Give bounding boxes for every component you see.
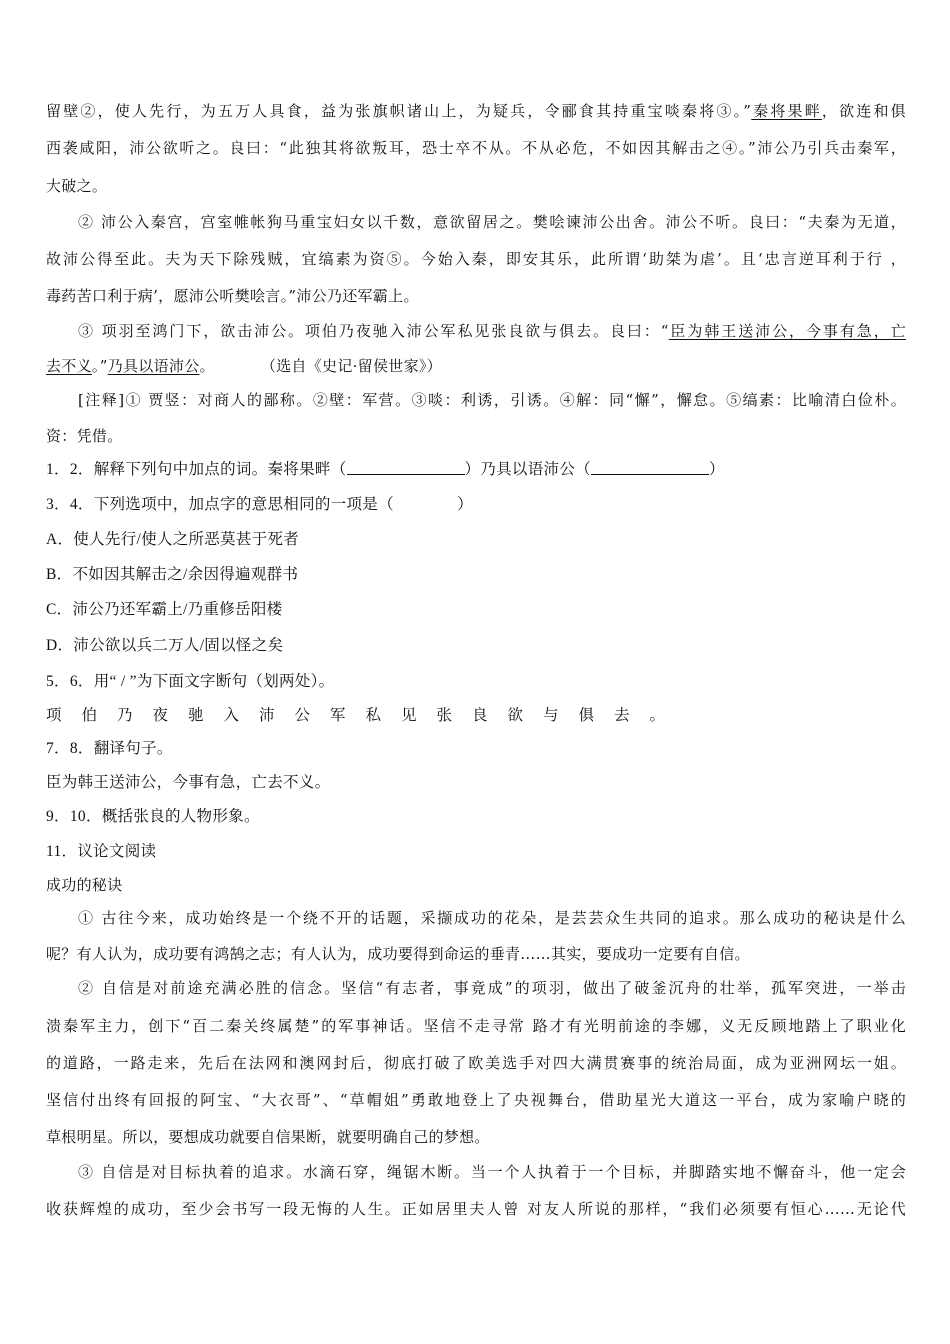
passage-line: 大破之。 bbox=[46, 177, 108, 195]
text: 。 bbox=[199, 357, 215, 375]
text: ③ 项羽至鸿门下，欲击沛公。项伯乃夜驰入沛公军私见张良欲与俱去。良曰：“ bbox=[78, 322, 669, 340]
essay-line: 溃秦军主力，创下“百二秦关终属楚”的军事神话。坚信不走寻常 路才有光明前途的李娜，义无反顾地踏上了职业化 bbox=[46, 1017, 906, 1035]
text: 1．2．解释下列句中加点的词。秦将果畔（ bbox=[46, 461, 347, 478]
essay-line: 呢？有人认为，成功要有鸿鹄之志；有人认为，成功要得到命运的垂青……其实，要成功一定要有自信。 bbox=[46, 945, 750, 963]
option-b: B．不如因其解击之/余因得遍观群书 bbox=[46, 566, 299, 583]
passage-line bbox=[78, 321, 906, 341]
option-c: C．沛公乃还军霸上/乃重修岳阳楼 bbox=[46, 601, 283, 618]
underlined-text: 去不义 bbox=[46, 357, 92, 375]
essay-line: ① 古往今来，成功始终是一个绕不开的话题，采撷成功的花朵，是芸芸众生共同的追求。那么成功的秘诀是什么 bbox=[78, 909, 906, 927]
answer-blank[interactable] bbox=[347, 461, 465, 475]
question-11: 11．议论文阅读 bbox=[46, 843, 157, 860]
essay-line: 的道路，一路走来，先后在法网和澳网封后，彻底打破了欧美选手对四大满贯赛事的统治局面，成为亚洲网坛一姐。 bbox=[46, 1054, 906, 1072]
passage-line: 故沛公得至此。夫为天下除残贼，宜缟素为资⑤。今始入秦，即安其乐，此所谓‘助桀为虐’。且‘忠言逆耳利于行 ， bbox=[46, 250, 906, 268]
essay-line: 坚信付出终有回报的阿宝、“大衣哥”、“草帽姐”勇敢地登上了央视舞台，借助星光大道这一平台，成为家喻户晓的 bbox=[46, 1091, 906, 1109]
passage-line: ② 沛公入秦宫，宫室帷帐狗马重宝妇女以千数，意欲留居之。樊哙谏沛公出舍。沛公不听。良曰：“夫秦为无道， bbox=[78, 213, 906, 231]
passage-line: 西袭咸阳，沛公欲听之。良曰：“此独其将欲叛耳，恐士卒不从。不从必危，不如因其解击之④。”沛公乃引兵击秦军， bbox=[46, 139, 906, 157]
notes-line: [注释]① 贾竖：对商人的鄙称。②壁：军营。③啖：利诱，引诱。④解：同“懈”，懈怠。⑤缟素：比喻清白俭朴。 bbox=[78, 391, 906, 409]
question-1 bbox=[46, 460, 906, 480]
essay-line: 收获辉煌的成功，至少会书写一段无悔的人生。正如居里夫人曾 对友人所说的那样，“我们必须要有恒心……无论代 bbox=[46, 1200, 906, 1218]
question-7: 7．8．翻译句子。 bbox=[46, 740, 173, 757]
essay-line: 草根明星。所以，要想成功就要自信果断，就要明确自己的梦想。 bbox=[46, 1128, 490, 1146]
question-7-text: 臣为韩王送沛公，今事有急，亡去不义。 bbox=[46, 774, 331, 791]
question-5: 5．6．用“ / ”为下面文字断句（划两处）。 bbox=[46, 673, 335, 690]
passage-line bbox=[46, 101, 906, 121]
source-citation: （选自《史记·留侯世家》） bbox=[260, 357, 442, 375]
essay-line: ② 自信是对前途充满必胜的信念。坚信“有志者，事竟成”的项羽，做出了破釜沉舟的壮举，孤军突进，一举击 bbox=[78, 979, 906, 997]
text: ） bbox=[708, 461, 725, 478]
question-3: 3．4．下列选项中，加点字的意思相同的一项是（ ） bbox=[46, 496, 473, 513]
text: ，欲连和俱 bbox=[821, 102, 906, 120]
essay-line: ③ 自信是对目标执着的追求。水滴石穿，绳锯木断。当一个人执着于一个目标，并脚踏实地不懈奋斗，他一定会 bbox=[78, 1163, 906, 1181]
underlined-text: 乃具以语沛公 bbox=[107, 357, 200, 375]
question-9: 9．10．概括张良的人物形象。 bbox=[46, 808, 260, 825]
text: 留壁②，使人先行，为五万人具食，益为张旗帜诸山上，为疑兵，令郦食其持重宝啖秦将③。” bbox=[46, 102, 752, 120]
text: 。” bbox=[91, 357, 108, 375]
essay-title: 成功的秘诀 bbox=[46, 876, 123, 894]
text: ）乃具以语沛公（ bbox=[464, 461, 591, 478]
notes-line: 资：凭借。 bbox=[46, 427, 123, 445]
option-d: D．沛公欲以兵二万人/固以怪之矣 bbox=[46, 637, 284, 654]
option-a: A．使人先行/使人之所恶莫甚于死者 bbox=[46, 531, 300, 548]
passage-line bbox=[46, 356, 906, 376]
passage-line: 毒药苦口利于病’，愿沛公听樊哙言。”沛公乃还军霸上。 bbox=[46, 287, 419, 305]
question-5-text: 项伯乃夜驰入沛公军私见张良欲与俱去。 bbox=[46, 707, 686, 724]
underlined-text: 秦将果畔 bbox=[751, 102, 822, 120]
underlined-text: 臣为韩王送沛公，今事有急，亡 bbox=[668, 322, 906, 340]
answer-blank[interactable] bbox=[591, 461, 709, 475]
